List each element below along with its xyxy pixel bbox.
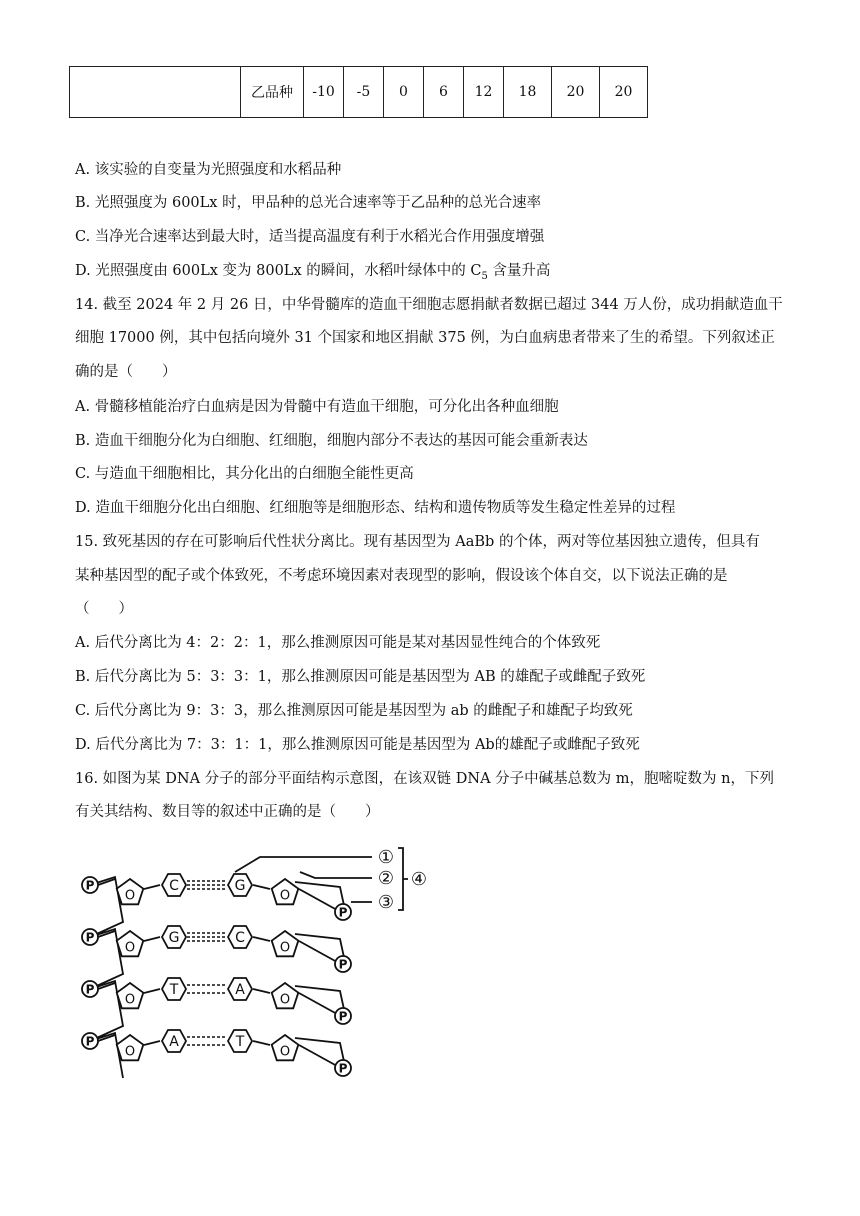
sugar-oxygen-label: O [124, 992, 136, 1008]
phosphate-label: P [338, 1061, 348, 1076]
glycosidic-bond [253, 885, 270, 889]
q14-stem-line-1: 14. 截至 2024 年 2 月 26 日，中华骨髓库的造血干细胞志愿捐献者数据已超过 344 万人份，成功捐献造血干 [75, 297, 783, 313]
q15-stem-line-2: 某种基因型的配子或个体致死，不考虑环境因素对表现型的影响，假设该个体自交，以下说法正确的是 [75, 568, 728, 584]
callout-group-number: ④ [410, 869, 428, 890]
q13-option-b: B. 光照强度为 600Lx 时，甲品种的总光合速率等于乙品种的总光合速率 [75, 195, 542, 211]
q15-stem-line-3: （ ） [75, 601, 133, 617]
q14-option-d: D. 造血干细胞分化出白细胞、红细胞等是细胞形态、结构和遗传物质等发生稳定性差异的过程 [75, 500, 676, 516]
callout-number: ② [377, 868, 395, 889]
base-letter: T [169, 982, 179, 998]
phosphodiester-bond [299, 1045, 337, 1066]
phosphate-label: P [338, 957, 348, 972]
table-cell-blank [70, 67, 241, 118]
q15-option-b: B. 后代分离比为 5：3：3：1，那么推测原因可能是基因型为 AB 的雄配子或雌配子致死 [75, 669, 646, 685]
q13-option-d-tail: 含量升高 [487, 263, 551, 279]
callout-number: ③ [377, 892, 395, 913]
glycosidic-bond [253, 1041, 270, 1045]
callout-line-2 [300, 872, 372, 878]
q14-stem-line-2: 细胞 17000 例，其中包括向境外 31 个国家和地区捐献 375 例，为白血病患者带来了生的希望。下列叙述正 [75, 330, 775, 346]
q13-option-d-subscript: 5 [481, 270, 488, 282]
glycosidic-bond [144, 1041, 160, 1045]
q14-option-b: B. 造血干细胞分化为白细胞、红细胞，细胞内部分不表达的基因可能会重新表达 [75, 433, 588, 449]
table-cell: 12 [464, 67, 504, 118]
sugar-oxygen-label: O [279, 992, 291, 1008]
q16-stem-line-1: 16. 如图为某 DNA 分子的部分平面结构示意图，在该双链 DNA 分子中碱基总数为 m，胞嘧啶数为 n，下列 [75, 771, 774, 787]
phosphate-label: P [85, 930, 95, 945]
sugar-oxygen-label: O [279, 1044, 291, 1060]
data-table [69, 66, 648, 118]
table-cell: 0 [384, 67, 424, 118]
sugar-oxygen-label: O [124, 940, 136, 956]
base-letter: C [235, 930, 245, 946]
callout-line-1 [235, 857, 372, 872]
base-letter: G [168, 930, 180, 946]
table-cell: -5 [344, 67, 384, 118]
phosphodiester-bond [299, 941, 337, 962]
q14-option-a: A. 骨髓移植能治疗白血病是因为骨髓中有造血干细胞，可分化出各种血细胞 [75, 399, 559, 415]
sugar-oxygen-label: O [279, 888, 291, 904]
sugar-oxygen-label: O [279, 940, 291, 956]
phosphodiester-bond [299, 993, 337, 1014]
q15-stem-line-1: 15. 致死基因的存在可影响后代性状分离比。现有基因型为 AaBb 的个体，两对等位基因独立遗传，但具有 [75, 534, 760, 550]
table-cell: -10 [304, 67, 344, 118]
q16-stem-line-2: 有关其结构、数目等的叙述中正确的是（ ） [75, 804, 380, 820]
table-cell: 6 [424, 67, 464, 118]
q13-option-a: A. 该实验的自变量为光照强度和水稻品种 [75, 162, 342, 178]
table-cell: 18 [504, 67, 552, 118]
sugar-oxygen-label: O [124, 888, 136, 904]
phosphate-label: P [338, 1009, 348, 1024]
q15-option-d: D. 后代分离比为 7：3：1：1，那么推测原因可能是基因型为 Ab的雄配子或雌配子致死 [75, 737, 640, 753]
table-row-label: 乙品种 [241, 67, 304, 118]
base-letter: G [234, 878, 246, 894]
phosphate-label: P [85, 1034, 95, 1049]
q13-option-d-text: D. 光照强度由 600Lx 变为 800Lx 的瞬间，水稻叶绿体中的 C [75, 263, 482, 279]
table-cell: 20 [552, 67, 600, 118]
q14-stem-line-3: 确的是（ ） [75, 364, 177, 380]
glycosidic-bond [253, 989, 270, 993]
sugar-oxygen-label: O [124, 1044, 136, 1060]
q13-option-d [75, 261, 550, 287]
base-letter: C [169, 878, 179, 894]
q15-option-a: A. 后代分离比为 4：2：2：1，那么推测原因可能是某对基因显性纯合的个体致死 [75, 635, 601, 651]
table-row [70, 67, 648, 118]
phosphate-label: P [85, 878, 95, 893]
phosphate-label: P [338, 905, 348, 920]
dna-structure-diagram [75, 842, 435, 1082]
glycosidic-bond [253, 937, 270, 941]
callout-number: ① [377, 847, 395, 868]
q13-option-c: C. 当净光合速率达到最大时，适当提高温度有利于水稻光合作用强度增强 [75, 229, 545, 245]
glycosidic-bond [144, 989, 160, 993]
phosphate-label: P [85, 982, 95, 997]
q14-option-c: C. 与造血干细胞相比，其分化出的白细胞全能性更高 [75, 466, 414, 482]
base-letter: T [235, 1034, 245, 1050]
glycosidic-bond [144, 937, 160, 941]
phosphodiester-bond [299, 889, 337, 910]
base-letter: A [169, 1034, 179, 1050]
callout-bracket [398, 848, 408, 910]
glycosidic-bond [144, 885, 160, 889]
table-cell: 20 [600, 67, 648, 118]
base-letter: A [235, 982, 245, 998]
q15-option-c: C. 后代分离比为 9：3：3，那么推测原因可能是基因型为 ab 的雌配子和雄配子均致死 [75, 703, 633, 719]
